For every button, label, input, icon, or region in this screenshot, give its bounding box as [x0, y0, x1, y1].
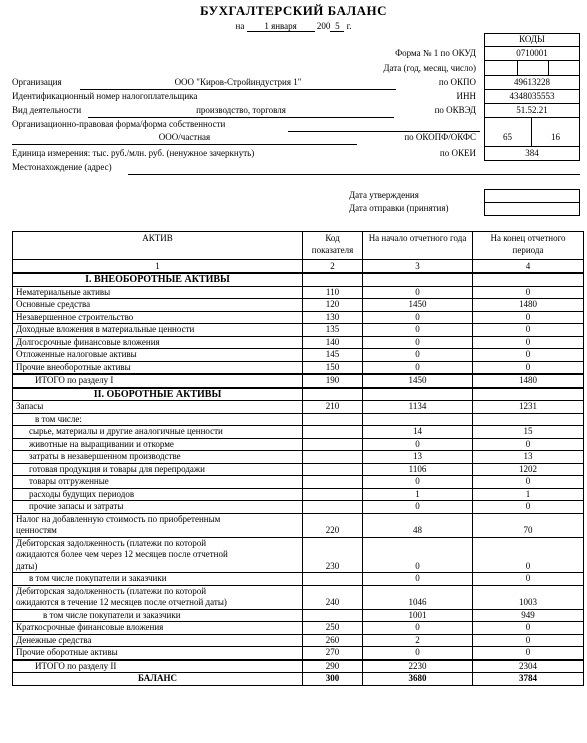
- table-row: [13, 537, 584, 573]
- total-label: ИТОГО по разделу I: [13, 374, 303, 388]
- including-label: в том числе:: [13, 413, 303, 426]
- row-start-value: 0: [363, 286, 473, 299]
- table-row: [13, 585, 584, 609]
- org-underline: [80, 89, 396, 90]
- section-title-row: [13, 273, 584, 286]
- codes-divider: [484, 89, 580, 90]
- codes-divider: [484, 46, 580, 47]
- column-numbers-row: [13, 260, 584, 274]
- row-start-value: 1001: [363, 609, 473, 622]
- table-row: [13, 349, 584, 362]
- section2-total-row: [13, 660, 584, 673]
- row-label: Прочие оборотные активы: [13, 647, 303, 660]
- row-end-value: 1202: [473, 463, 584, 476]
- inn-row-label: Идентификационный номер налогоплательщика: [12, 91, 198, 101]
- row-end-value: 1003: [473, 585, 584, 609]
- row-start-value: 1450: [363, 299, 473, 312]
- label-line: ожидаются более чем через 12 месяцев после отчетной: [16, 549, 228, 559]
- table-row: [13, 609, 584, 622]
- table-row: [13, 488, 584, 501]
- okpo-label: по ОКПО: [438, 77, 476, 87]
- row-label: Долгосрочные финансовые вложения: [13, 336, 303, 349]
- row-start-value: 0: [363, 336, 473, 349]
- row-end-value: 0: [473, 537, 584, 573]
- row-end-value: 0: [473, 361, 584, 374]
- total-start-value: 2230: [363, 660, 473, 673]
- header-start: На начало отчетного года: [363, 232, 473, 260]
- row-start-value: 0: [363, 438, 473, 451]
- row-label: затраты в незавершенном производстве: [13, 451, 303, 464]
- row-code: 220: [303, 513, 363, 537]
- row-start-value: 0: [363, 573, 473, 586]
- row-label: в том числе покупатели и заказчики: [13, 573, 303, 586]
- okopf-code: 65: [503, 132, 512, 142]
- year-prefix: 200: [316, 21, 331, 31]
- table-row: [13, 501, 584, 514]
- row-start-value: 0: [363, 501, 473, 514]
- label-line: ценностям: [16, 525, 57, 535]
- table-row: [13, 463, 584, 476]
- table-row: [13, 634, 584, 647]
- row-code: 130: [303, 311, 363, 324]
- header-end: На конец отчетного периода: [473, 232, 584, 260]
- row-label: сырье, материалы и другие аналогичные ценности: [13, 426, 303, 439]
- org-label: Организация: [12, 77, 62, 87]
- codes-divider: [484, 117, 580, 118]
- row-start-value: 1: [363, 488, 473, 501]
- approval-label: Дата утверждения: [349, 190, 419, 200]
- total-code: 190: [303, 374, 363, 388]
- total-code: 290: [303, 660, 363, 673]
- row-label: в том числе покупатели и заказчики: [13, 609, 303, 622]
- okpo-code: 49613228: [514, 77, 550, 87]
- unit-label: Единица измерения: тыс. руб./млн. руб. (ненужное зачеркнуть): [12, 148, 255, 158]
- row-label: прочие запасы и затраты: [13, 501, 303, 514]
- row-code: 260: [303, 634, 363, 647]
- activity-underline: [88, 117, 394, 118]
- document-title: БУХГАЛТЕРСКИЙ БАЛАНС: [199, 3, 388, 18]
- row-start-value: 2: [363, 634, 473, 647]
- row-label: [13, 537, 303, 573]
- row-start-value: 0: [363, 361, 473, 374]
- column-number: 1: [13, 260, 303, 274]
- label-line: Дебиторская задолженность (платежи по которой: [16, 537, 207, 548]
- row-label: Незавершенное строительство: [13, 311, 303, 324]
- row-start-value: 1046: [363, 585, 473, 609]
- okud-code: 0710001: [516, 48, 548, 58]
- column-number: 2: [303, 260, 363, 274]
- row-label: Отложенные налоговые активы: [13, 349, 303, 362]
- row-label: Основные средства: [13, 299, 303, 312]
- section1-total-row: [13, 374, 584, 388]
- table-row: [13, 622, 584, 635]
- date-label: Дата (год, месяц, число): [383, 63, 476, 73]
- row-label: расходы будущих периодов: [13, 488, 303, 501]
- okei-code: 384: [525, 148, 539, 158]
- table-row: [13, 413, 584, 426]
- row-code: 150: [303, 361, 363, 374]
- legal-form-underline: [12, 144, 357, 145]
- okopf-label: по ОКОПФ/ОКФС: [404, 132, 476, 142]
- row-start-value: 0: [363, 476, 473, 489]
- row-end-value: 1231: [473, 401, 584, 414]
- row-start-value: 1134: [363, 401, 473, 414]
- total-start-value: 1450: [363, 374, 473, 388]
- row-start-value: 14: [363, 426, 473, 439]
- table-row: [13, 513, 584, 537]
- column-number: 4: [473, 260, 584, 274]
- row-end-value: 1: [473, 488, 584, 501]
- row-label: [13, 513, 303, 537]
- table-row: [13, 451, 584, 464]
- table-row: [13, 426, 584, 439]
- row-code: 250: [303, 622, 363, 635]
- row-code: 230: [303, 537, 363, 573]
- label-line: Дебиторская задолженность (платежи по которой: [16, 585, 207, 596]
- row-start-value: 1106: [363, 463, 473, 476]
- row-start-value: 0: [363, 324, 473, 337]
- row-end-value: 0: [473, 622, 584, 635]
- row-end-value: 0: [473, 647, 584, 660]
- report-date: 1 января: [247, 21, 315, 32]
- balance-end-value: 3784: [473, 673, 584, 686]
- row-label: Денежные средства: [13, 634, 303, 647]
- row-end-value: 0: [473, 349, 584, 362]
- section-title-row: [13, 388, 584, 401]
- row-end-value: 0: [473, 476, 584, 489]
- codes-divider: [484, 146, 580, 147]
- table-row: [13, 401, 584, 414]
- total-label: ИТОГО по разделу II: [13, 660, 303, 673]
- row-start-value: 0: [363, 537, 473, 573]
- row-label: животные на выращивании и откорме: [13, 438, 303, 451]
- table-row: [13, 438, 584, 451]
- row-end-value: 0: [473, 286, 584, 299]
- balance-table: [12, 231, 584, 686]
- table-row: [13, 336, 584, 349]
- row-label: Запасы: [13, 401, 303, 414]
- row-end-value: 1480: [473, 299, 584, 312]
- okei-label: по ОКЕИ: [439, 148, 476, 158]
- section1-title: I. ВНЕОБОРОТНЫЕ АКТИВЫ: [13, 273, 303, 286]
- codes-divider: [484, 60, 580, 61]
- row-code: 210: [303, 401, 363, 414]
- row-end-value: 70: [473, 513, 584, 537]
- row-label: Нематериальные активы: [13, 286, 303, 299]
- row-label: Доходные вложения в материальные ценности: [13, 324, 303, 337]
- report-year: 5: [330, 21, 344, 32]
- row-end-value: 0: [473, 501, 584, 514]
- row-label: [13, 585, 303, 609]
- row-code: 240: [303, 585, 363, 609]
- row-label: Прочие внеоборотные активы: [13, 361, 303, 374]
- row-end-value: 0: [473, 438, 584, 451]
- okud-label: Форма № 1 по ОКУД: [395, 48, 476, 58]
- row-code: 135: [303, 324, 363, 337]
- year-suffix: г.: [346, 21, 352, 31]
- total-end-value: 1480: [473, 374, 584, 388]
- row-label: товары отгруженные: [13, 476, 303, 489]
- activity-value: производство, торговля: [196, 105, 286, 115]
- header-code: Код показателя: [303, 232, 363, 260]
- section2-title: II. ОБОРОТНЫЕ АКТИВЫ: [13, 388, 303, 401]
- row-start-value: 0: [363, 311, 473, 324]
- row-code: 140: [303, 336, 363, 349]
- row-code: 120: [303, 299, 363, 312]
- codes-divider: [484, 103, 580, 104]
- date-cell-divider: [517, 61, 518, 75]
- row-code: 145: [303, 349, 363, 362]
- balance-total-row: [13, 673, 584, 686]
- table-row: [13, 324, 584, 337]
- table-row: [13, 299, 584, 312]
- table-row: [13, 476, 584, 489]
- row-label: Краткосрочные финансовые вложения: [13, 622, 303, 635]
- label-line: ожидаются в течение 12 месяцев после отчетной даты): [16, 597, 227, 607]
- row-end-value: 0: [473, 311, 584, 324]
- label-line: даты): [16, 560, 38, 571]
- row-label: готовая продукция и товары для перепродажи: [13, 463, 303, 476]
- row-start-value: 0: [363, 622, 473, 635]
- row-end-value: 0: [473, 324, 584, 337]
- activity-label: Вид деятельности: [12, 105, 82, 115]
- okved-code: 51.52.21: [516, 105, 548, 115]
- row-start-value: 48: [363, 513, 473, 537]
- location-label: Местонахождение (адрес): [12, 162, 112, 172]
- balance-label: БАЛАНС: [13, 673, 303, 686]
- row-start-value: 0: [363, 349, 473, 362]
- row-end-value: 0: [473, 573, 584, 586]
- row-end-value: 15: [473, 426, 584, 439]
- inn-label: ИНН: [456, 91, 476, 101]
- row-start-value: 0: [363, 647, 473, 660]
- row-end-value: 0: [473, 634, 584, 647]
- row-end-value: 949: [473, 609, 584, 622]
- row-start-value: 13: [363, 451, 473, 464]
- header-asset: АКТИВ: [13, 232, 303, 260]
- codes-divider: [484, 75, 580, 76]
- row-end-value: 0: [473, 336, 584, 349]
- table-row: [13, 573, 584, 586]
- column-number: 3: [363, 260, 473, 274]
- codes-header: КОДЫ: [519, 34, 545, 44]
- okved-label: по ОКВЭД: [434, 105, 476, 115]
- approval-divider: [484, 202, 580, 203]
- label-line: Налог на добавленную стоимость по приобретенным: [16, 513, 221, 524]
- date-cell-divider: [548, 61, 549, 75]
- table-row: [13, 361, 584, 374]
- date-prefix: на: [235, 21, 245, 31]
- legal-form-label: Организационно-правовая форма/форма собственности: [12, 119, 226, 129]
- table-row: [13, 311, 584, 324]
- total-end-value: 2304: [473, 660, 584, 673]
- inn-code: 4348035553: [509, 91, 555, 101]
- row-code: 110: [303, 286, 363, 299]
- report-date-line: [0, 21, 587, 32]
- org-value: ООО "Киров-Стройиндустрия 1": [174, 77, 302, 87]
- table-header-row: [13, 232, 584, 260]
- location-underline: [128, 174, 580, 175]
- balance-start-value: 3680: [363, 673, 473, 686]
- send-label: Дата отправки (принятия): [349, 203, 449, 213]
- table-row: [13, 286, 584, 299]
- row-end-value: 13: [473, 451, 584, 464]
- okfs-code: 16: [551, 132, 560, 142]
- balance-code: 300: [303, 673, 363, 686]
- row-code: 270: [303, 647, 363, 660]
- table-row: [13, 647, 584, 660]
- legal-form-value: ООО/частная: [158, 132, 211, 142]
